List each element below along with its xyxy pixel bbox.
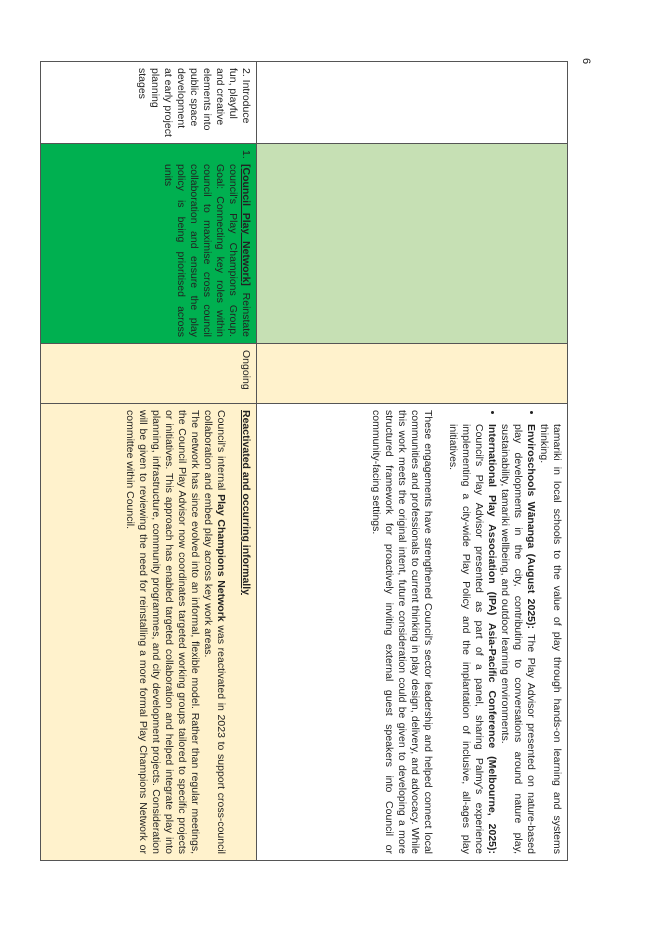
rotated-table-wrapper [40,61,568,860]
action-cell [41,144,257,344]
action-text: Reinstate council's Play Champions Group. Goal: Connecting key roles within council to maximise cross council collaboration and ensure the play policy is being prioritised across units [162,164,252,337]
engagement-list [446,410,563,854]
objective-cell: 2. Introduce fun, playful and creative elements into public space development at early project planning stages [41,62,257,144]
progress-cell [41,404,257,861]
table-row [41,62,257,861]
summary-paragraph: These engagements have strengthened Council's sector leadership and helped connect local communities and professionals to current thinking in play design, delivery, and advocacy. While this work meets the original intent, future consideration could be given to developing a more structured framework for proactively inviting external guest speakers into Council or community-facing settings. [370,410,434,854]
action-number: 1. [240,150,252,159]
action-title: [Council Play Network] [240,164,252,286]
timeframe-cell-empty [257,344,568,404]
play-policy-table [40,61,568,861]
action-cell-empty [257,144,568,344]
list-item: • Enviroschools Wānanga (August 2025): The Play Advisor presented on nature-based play developments in the city, contributing to conversations around nature play, sustainability, tamariki wellbeing, and outdoor learning environments. [498,424,537,854]
progress-paragraph-1: Council's internal Play Champions Network was reactivated in 2023 to support cross-council collaboration and embed play across key work areas. [202,410,227,855]
objective-cell-empty [257,62,568,144]
page-number: 6 [580,58,592,65]
progress-paragraph-2: The network has since evolved into an informal, flexible model. Rather than regular meetings, the Council Play Advisor now coordinates targeted working groups tailored to specific projects or initiatives. This approach has enabled targeted collaboration and helped integrate play into planning, infrastructure, community programmes, and city development projects. Consideration will be given to reviewing the need for reinstalling a more formal Play Champions Network or committee within Council. [124,410,201,854]
table-row [257,62,568,861]
list-item: tamariki in local schools to the value of play through hands-on learning and systems thinking. [538,424,563,854]
list-item: • International Play Association (IPA) Asia-Pacific Conference (Melbourne, 2025): Council's Play Advisor presented as part of a panel, sharing Palmy's experience implementing a city-wide Play Policy and the implantation of inclusive, all-ages play initiatives. [446,424,498,854]
status-heading: Reactivated and occurring informally [240,410,252,595]
timeframe-cell: Ongoing [41,344,257,404]
progress-cell [257,404,568,861]
